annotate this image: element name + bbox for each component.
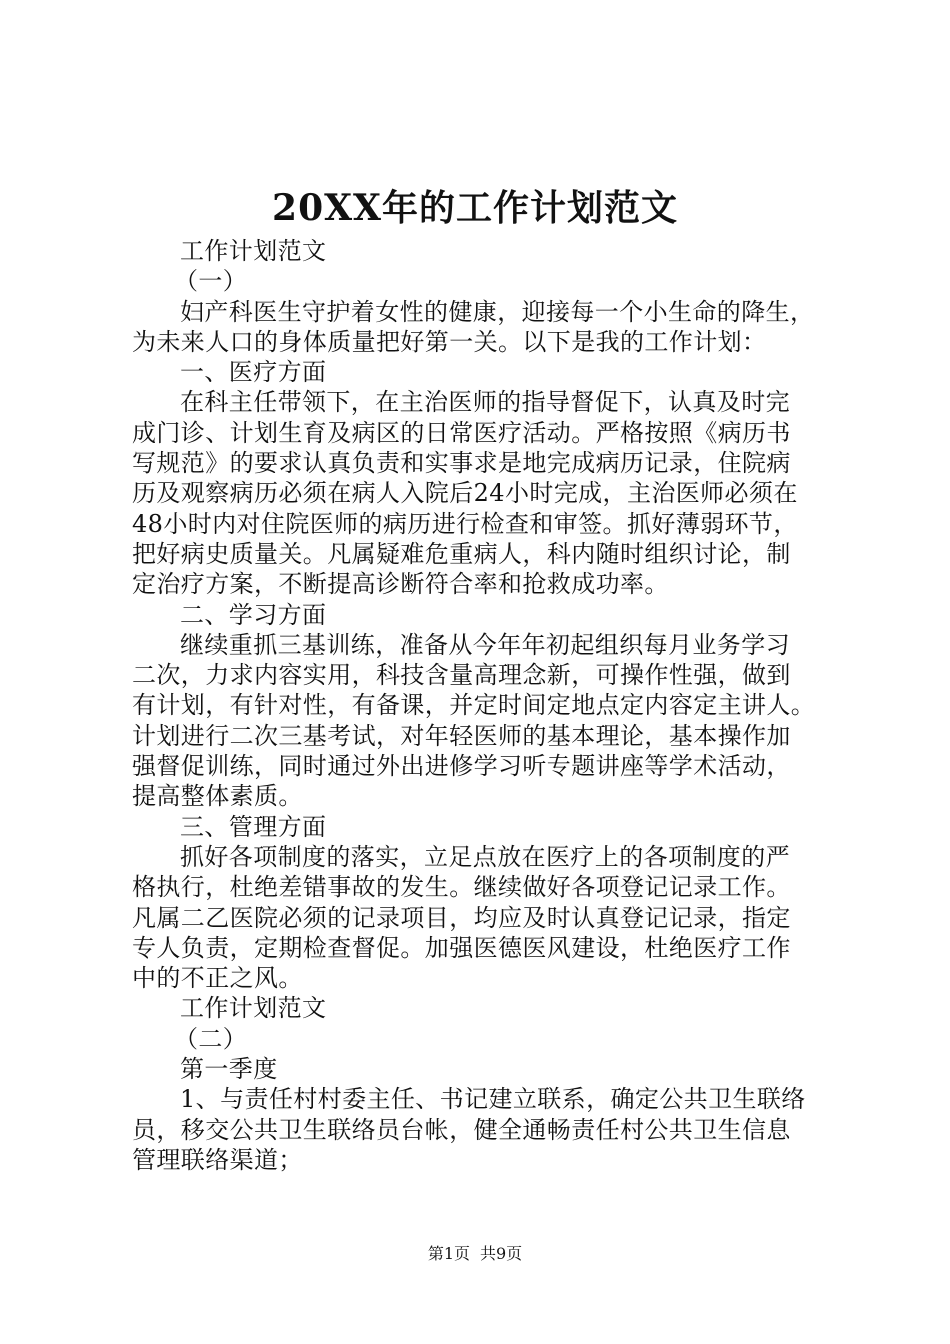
paragraph-line: 员，移交公共卫生联络员台帐，健全通畅责任村公共卫生信息 — [132, 1115, 791, 1144]
document-body — [132, 236, 832, 1175]
paragraph-line: 强督促训练，同时通过外出进修学习听专题讲座等学术活动， — [132, 752, 791, 781]
subsection-heading: 二、学习方面 — [180, 600, 327, 629]
paragraph-line: 1、与责任村村委主任、书记建立联系，确定公共卫生联络 — [180, 1085, 806, 1114]
paragraph-line: 为未来人口的身体质量把好第一关。以下是我的工作计划： — [132, 327, 767, 356]
paragraph-line: 计划进行二次三基考试，对年轻医师的基本理论，基本操作加 — [132, 721, 791, 750]
paragraph-line: 有计划，有针对性，有备课，并定时间定地点定内容定主讲人。 — [132, 691, 816, 720]
paragraph-line: 继续重抓三基训练，准备从今年年初起组织每月业务学习 — [180, 630, 790, 659]
subsection-heading: 一、医疗方面 — [180, 358, 327, 387]
paragraph-line: 定治疗方案，不断提高诊断符合率和抢救成功率。 — [132, 570, 669, 599]
section-number: （二） — [174, 1024, 248, 1053]
paragraph-line: 历及观察病历必须在病人入院后24小时完成，主治医师必须在 — [132, 479, 798, 508]
section-heading: 工作计划范文 — [180, 994, 327, 1023]
paragraph-line: 中的不正之风。 — [132, 964, 303, 993]
paragraph-line: 专人负责，定期检查督促。加强医德医风建设，杜绝医疗工作 — [132, 933, 791, 962]
paragraph-line: 管理联络渠道； — [132, 1145, 303, 1174]
page-number: 第1页 — [427, 1244, 470, 1263]
page-total: 共9页 — [480, 1244, 523, 1263]
paragraph-line: 格执行，杜绝差错事故的发生。继续做好各项登记记录工作。 — [132, 873, 791, 902]
paragraph-line: 在科主任带领下，在主治医师的指导督促下，认真及时完 — [180, 388, 790, 417]
paragraph-line: 二次，力求内容实用，科技含量高理念新，可操作性强，做到 — [132, 661, 791, 690]
paragraph-line: 把好病史质量关。凡属疑难危重病人，科内随时组织讨论，制 — [132, 539, 791, 568]
section-heading: 工作计划范文 — [180, 237, 327, 265]
paragraph-line: 妇产科医生守护着女性的健康，迎接每一个小生命的降生， — [180, 297, 815, 326]
paragraph-line: 抓好各项制度的落实，立足点放在医疗上的各项制度的严 — [180, 842, 790, 871]
paragraph-line: 48小时内对住院医师的病历进行检查和审签。抓好薄弱环节， — [132, 509, 798, 538]
paragraph-line: 写规范》的要求认真负责和实事求是地完成病历记录，住院病 — [132, 449, 791, 478]
subsection-heading: 三、管理方面 — [180, 812, 327, 841]
paragraph-line: 提高整体素质。 — [132, 782, 303, 811]
subsection-heading: 第一季度 — [180, 1055, 278, 1084]
paragraph-line: 成门诊、计划生育及病区的日常医疗活动。严格按照《病历书 — [132, 418, 791, 447]
document-title: 20XX年的工作计划范文 — [272, 187, 678, 229]
page-footer — [0, 1242, 950, 1266]
section-number: （一） — [174, 267, 248, 296]
paragraph-line: 凡属二乙医院必须的记录项目，均应及时认真登记记录，指定 — [132, 903, 791, 932]
